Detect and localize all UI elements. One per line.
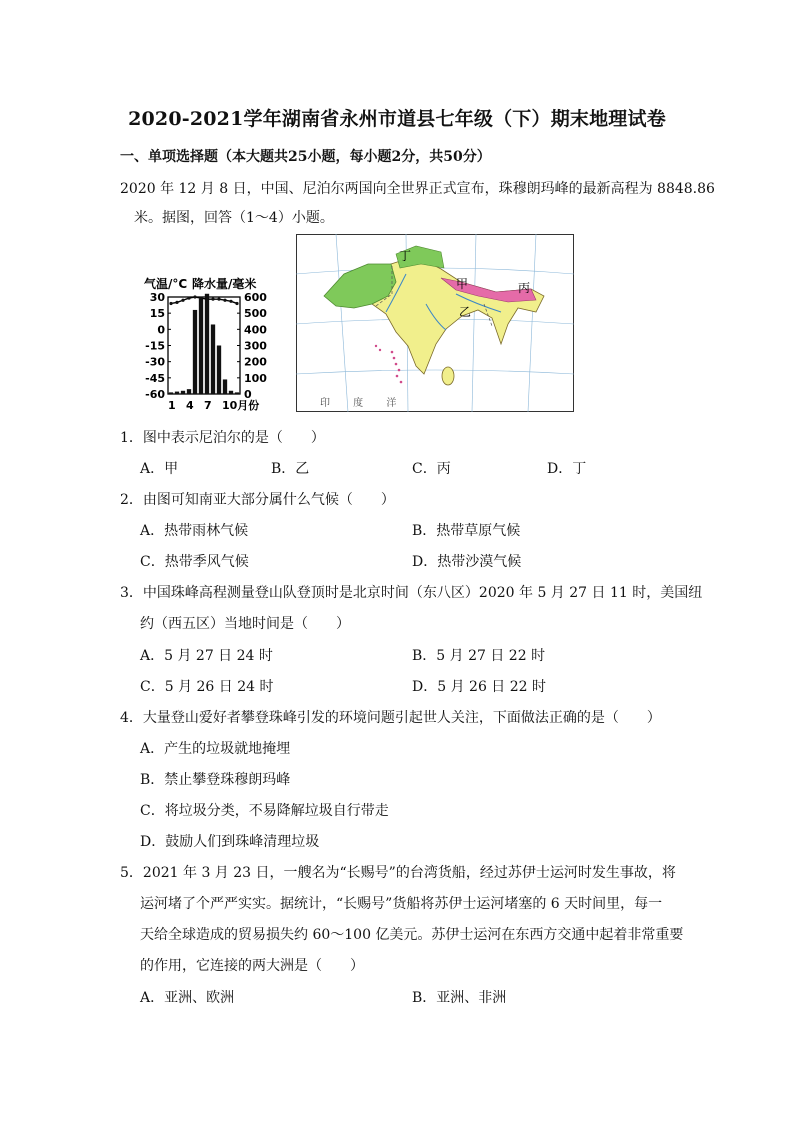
temp-tick-label: 30 — [149, 291, 165, 304]
temp-tick-label: 15 — [149, 307, 165, 321]
q2-option-d: D．热带沙漠气候 — [412, 554, 522, 570]
q4-option-c: C．将垃圾分类，不易降解垃圾自行带走 — [140, 803, 389, 819]
precip-tick-label: 100 — [244, 371, 267, 385]
q3-option-a: A．5 月 27 日 24 时 — [140, 648, 273, 664]
temp-point — [235, 302, 238, 305]
question-stem-line: 2021 年 3 月 23 日，一艘名为“长赐号”的台湾货船，经过苏伊士运河时发生事故，将 — [142, 865, 676, 881]
precip-bar — [235, 392, 239, 394]
temp-point — [211, 298, 214, 301]
label-jia: 甲 — [456, 277, 469, 291]
temp-tick-label: -15 — [145, 339, 165, 353]
temp-tick-label: -60 — [145, 388, 165, 401]
q1-option-d: D．丁 — [547, 461, 587, 477]
question-5-stem-line-4: 的作用，它连接的两大洲是（ ） — [140, 958, 364, 974]
temp-point — [199, 296, 202, 299]
question-stem-line: 由图可知南亚大部分属什么气候（ ） — [142, 492, 395, 508]
label-yi: 乙 — [459, 305, 472, 319]
precip-bar — [211, 324, 215, 394]
month-tick-label: 7 — [204, 399, 212, 412]
q3-option-d: D．5 月 26 日 22 时 — [412, 679, 547, 695]
q4-option-d: D．鼓励人们到珠峰清理垃圾 — [140, 834, 320, 850]
precip-tick-label: 500 — [244, 307, 267, 321]
q1-option-a: A．甲 — [140, 461, 179, 477]
precip-tick-label: 200 — [244, 355, 267, 369]
temp-point — [229, 300, 232, 303]
precip-bars — [169, 294, 239, 394]
precip-tick-label: 0 — [244, 388, 252, 401]
intro-line-2: 米。据图，回答（1～4）小题。 — [134, 210, 334, 226]
question-1-stem — [120, 427, 325, 447]
temp-point — [169, 302, 172, 305]
question-stem-line: 图中表示尼泊尔的是（ ） — [142, 430, 325, 446]
precip-tick-label: 400 — [244, 323, 267, 337]
section-heading: 一、单项选择题（本大题共25小题，每小题2分，共50分） — [120, 149, 491, 165]
question-number: 5． — [120, 865, 143, 881]
question-3-stem — [120, 582, 702, 602]
q3-option-b: B．5 月 27 日 22 时 — [412, 648, 546, 664]
temp-tick-label: -30 — [145, 355, 165, 369]
sri-lanka — [442, 367, 454, 385]
precip-bar — [175, 392, 179, 394]
question-5-stem-line-2: 运河堵了个严严实实。据统计，“长赐号”货船将苏伊士运河堵塞的 6 天时间里，每一 — [140, 896, 663, 912]
temp-point — [223, 299, 226, 302]
temp-point — [175, 301, 178, 304]
precip-bar — [229, 391, 233, 394]
q5-option-a: A．亚洲、欧洲 — [140, 990, 235, 1006]
precip-bar — [169, 392, 173, 394]
q1-option-c: C．丙 — [412, 461, 451, 477]
page-title: 2020-2021学年湖南省永州市道县七年级（下）期末地理试卷 — [128, 108, 666, 130]
question-2-stem — [120, 489, 395, 509]
month-tick-labels — [168, 398, 259, 412]
question-number: 1． — [120, 430, 143, 446]
question-5-stem — [120, 862, 676, 882]
temp-point — [187, 296, 190, 299]
q2-option-a: A．热带雨林气候 — [140, 523, 249, 539]
label-indian-ocean: 印 度 洋 — [320, 398, 407, 409]
precip-bar — [193, 310, 197, 394]
q1-option-b: B．乙 — [271, 461, 310, 477]
precip-bar — [223, 379, 227, 394]
temp-tick-labels — [145, 291, 171, 401]
temp-axis-label: 气温/°C — [144, 277, 188, 291]
question-number: 4． — [120, 710, 143, 726]
q3-option-c: C．5 月 26 日 24 时 — [140, 679, 274, 695]
question-5-stem-line-3: 天给全球造成的贸易损失约 60～100 亿美元。苏伊士运河在东西方交通中起着非常重要 — [140, 927, 684, 943]
q5-option-b: B．亚洲、非洲 — [412, 990, 507, 1006]
month-tick-label: 10月份 — [222, 399, 260, 412]
label-bing: 丙 — [518, 281, 531, 295]
temp-tick-label: 0 — [157, 323, 165, 337]
south-asia-map — [296, 234, 574, 412]
q2-option-c: C．热带季风气候 — [140, 554, 249, 570]
precip-bar — [217, 346, 221, 395]
precip-tick-label: 300 — [244, 339, 267, 353]
month-tick-label: 4 — [186, 399, 194, 412]
q2-option-b: B．热带草原气候 — [412, 523, 521, 539]
question-stem-line: 中国珠峰高程测量登山队登顶时是北京时间（东八区）2020 年 5 月 27 日 11 时，美国纽 — [142, 585, 703, 601]
q4-option-a: A．产生的垃圾就地掩埋 — [140, 741, 291, 757]
precip-bar — [199, 299, 203, 394]
precip-axis-label: 降水量/毫米 — [192, 277, 257, 291]
precip-tick-label: 600 — [244, 291, 267, 304]
climate-chart — [140, 270, 290, 418]
month-tick-label: 1 — [168, 399, 176, 412]
question-4-stem — [120, 707, 661, 727]
temp-point — [217, 298, 220, 301]
precip-tick-labels — [237, 291, 267, 401]
question-number: 3． — [120, 585, 143, 601]
question-stem-line: 大量登山爱好者攀登珠峰引发的环境问题引起世人关注，下面做法正确的是（ ） — [142, 710, 661, 726]
label-ding: 丁 — [399, 249, 412, 263]
plot-frame — [168, 297, 240, 394]
question-3-stem-line-2: 约（西五区）当地时间是（ ） — [140, 616, 350, 632]
temp-line — [171, 297, 237, 303]
question-number: 2． — [120, 492, 143, 508]
temp-point — [181, 299, 184, 302]
precip-bar — [181, 391, 185, 394]
precip-bar — [205, 294, 209, 394]
precip-bar — [187, 389, 191, 394]
q4-option-b: B．禁止攀登珠穆朗玛峰 — [140, 772, 291, 788]
intro-line-1: 2020 年 12 月 8 日，中国、尼泊尔两国向全世界正式宣布，珠穆朗玛峰的最新高程为 8848.86 — [120, 181, 715, 197]
temp-tick-label: -45 — [145, 371, 165, 385]
temp-point — [193, 295, 196, 298]
temp-point — [205, 298, 208, 301]
